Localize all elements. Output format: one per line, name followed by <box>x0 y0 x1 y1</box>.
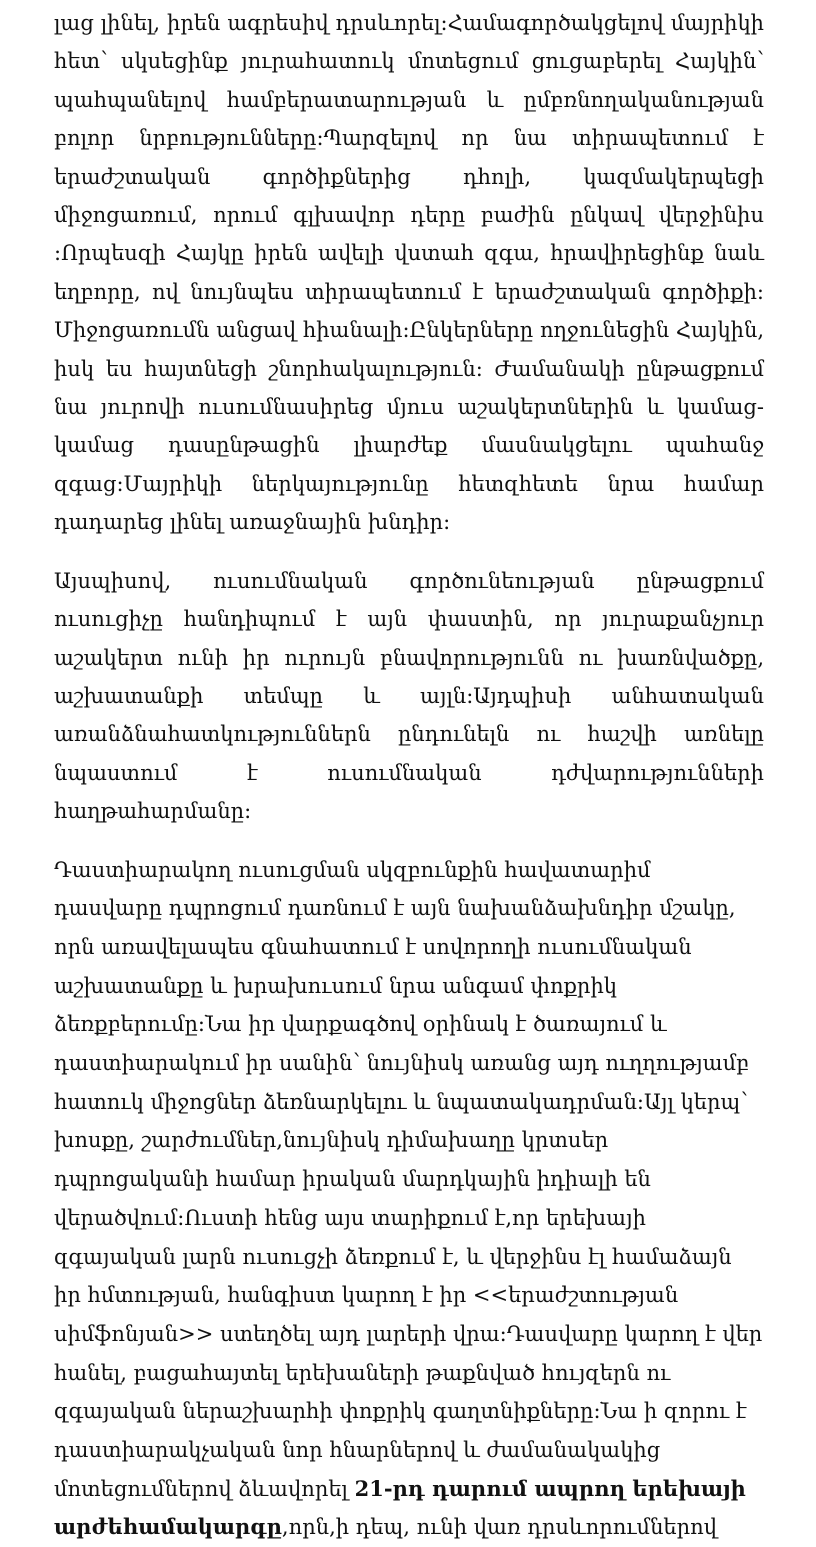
paragraph-3-text-after: ,որն,ի դեպ, ունի վառ դրսևորումներով <box>281 1515 717 1540</box>
paragraph-1: լաց լինել, իրեն ագրեսիվ դրսևորել:Համագործակցելով մայրիկի հետ՝ սկսեցինք յուրահատուկ մոտեցում ցուցաբերել Հայկին՝ պահպանելով համբերատարության և ըմբռնողականության բոլոր նրբությունները:Պարզելով որ նա տիրապետում է երաժշտական գործիքներից դհոլի, կազմակերպեցի միջոցառում, որում գլխավոր դերը բաժին ընկավ վերջինիս :Որպեսզի Հայկը իրեն ավելի վստահ զգա, հրավիրեցինք նաև եղբորը, ով նույնպես տիրապետում է երաժշտական գործիքի: Միջոցառումն անցավ հիանալի:Ընկերները ողջունեցին Հայկին, իսկ ես հայտնեցի շնորհակալություն: Ժամանակի ընթացքում նա յուրովի ուսումնասիրեց մյուս աշակերտներին և կամաց-կամաց դասընթացին լիարժեք մասնակցելու պահանջ զգաց:Մայրիկի ներկայությունը հետզհետե նրա համար դադարեց լինել առաջնային խնդիր: <box>54 11 764 535</box>
paragraph-3-text-before: Դաստիարակող ուսուցման սկզբունքին հավատարիմ դասվարը դպրոցում դառնում է այն նախանձախնդիր մշակը, որն առավելապես գնահատում է սովորողի ուսումնական աշխատանքը և խրախուսում նրա անգամ փոքրիկ ձեռքբերումը:Նա իր վարքագծով օրինակ է ծառայում և դաստիարակում իր սանին՝ նույնիսկ առանց այդ ուղղությամբ հատուկ միջոցներ ձեռնարկելու և նպատակադրման:Այլ կերպ՝ խոսքը, շարժումներ,նույնիսկ դիմախաղը կրտսեր դպրոցականի համար իրական մարդկային իդիալի են վերածվում:Ուստի հենց այս տարիքում է,որ երեխայի զգայական լարն ուսուցչի ձեռքում է, և վերջինս էլ համաձայն իր հմտության, հանգիստ կարող է իր <<երաժշտության սիմֆոնյան>> ստեղծել այդ լարերի վրա:Դասվարը կարող է վեր հանել, բացահայտել երեխաների թաքնված հույզերն ու զգայական ներաշխարհի փոքրիկ գաղտնիքները:Նա ի զորու է դաստիարակչական նոր հնարներով և ժամանակակից մոտեցումներով ձևավորել <box>54 857 763 1501</box>
paragraph-3 <box>54 851 764 1547</box>
paragraph-2: Այսպիսով, ուսումնական գործունեության ընթացքում ուսուցիչը հանդիպում է այն փաստին, որ յուրաքանչյուր աշակերտ ունի իր ուրույն բնավորությունն ու խառնվածքը, աշխատանքի տեմպը և այլն:Այդպիսի անհատական առանձնահատկություններն ընդունելն ու հաշվի առնելը նպաստում է ուսումնական դժվարությունների հաղթահարմանը: <box>54 568 764 824</box>
paragraph-3-bold-phrase: 21-րդ դարում ապրող երեխայի արժեհամակարգը <box>54 1475 746 1540</box>
